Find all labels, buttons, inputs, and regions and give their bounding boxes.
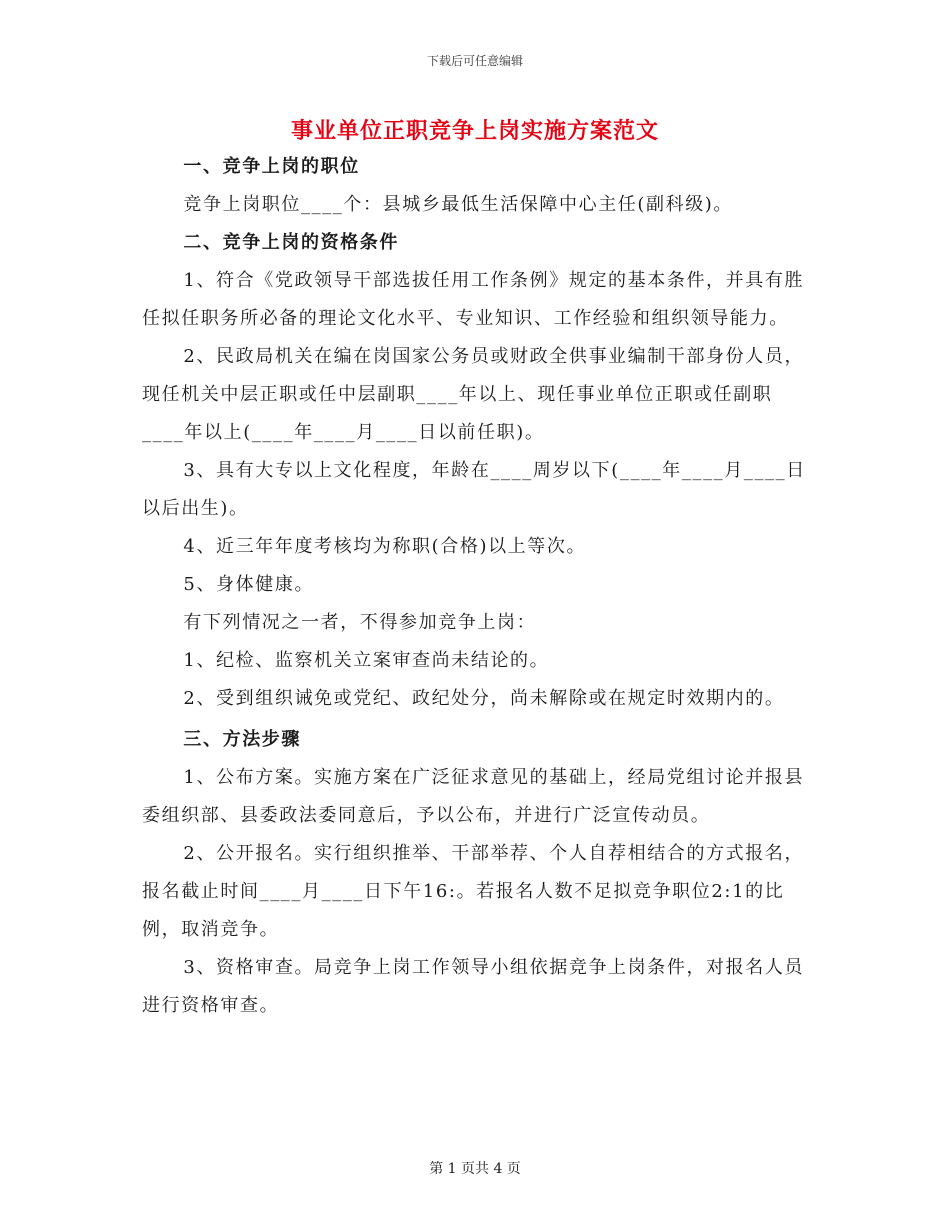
paragraph-exclusion-1: 1、纪检、监察机关立案审查尚未结论的。 [183, 650, 550, 671]
document-title: 事业单位正职竞争上岗实施方案范文 [290, 118, 659, 144]
paragraph-qualification-3: 3、具有大专以上文化程度，年龄在____周岁以下(____年____月____日以后出生)。 [142, 460, 806, 519]
paragraph-step-2: 2、公开报名。实行组织推举、干部举荐、个人自荐相结合的方式报名，报名截止时间____月____日下午16:。若报名人数不足拟竞争职位2:1的比例，取消竞争。 [142, 843, 805, 940]
document-body [142, 148, 810, 1025]
section-heading-qualifications: 二、竞争上岗的资格条件 [183, 232, 399, 253]
paragraph-exclusion-intro: 有下列情况之一者，不得参加竞争上岗： [183, 612, 537, 633]
section-heading-steps: 三、方法步骤 [183, 729, 301, 750]
paragraph-positions: 竞争上岗职位____个：县城乡最低生活保障中心主任(副科级)。 [183, 194, 734, 215]
section-heading-positions: 一、竞争上岗的职位 [183, 156, 360, 177]
paragraph-step-1: 1、公布方案。实施方案在广泛征求意见的基础上，经局党组讨论并报县委组织部、县委政法委同意后，予以公布，并进行广泛宣传动员。 [142, 767, 805, 826]
paragraph-exclusion-2: 2、受到组织诫免或党纪、政纪处分，尚未解除或在规定时效期内的。 [183, 688, 785, 709]
paragraph-qualification-2: 2、民政局机关在编在岗国家公务员或财政全供事业编制干部身份人员，现任机关中层正职或任中层副职____年以上、现任事业单位正职或任副职____年以上(____年____月____日以前任职)。 [142, 346, 805, 443]
paragraph-qualification-4: 4、近三年年度考核均为称职(合格)以上等次。 [183, 536, 587, 557]
paragraph-qualification-5: 5、身体健康。 [183, 574, 315, 595]
header-note: 下载后可任意编辑 [426, 54, 523, 68]
paragraph-qualification-1: 1、符合《党政领导干部选拔任用工作条例》规定的基本条件，并具有胜任拟任职务所必备的理论文化水平、专业知识、工作经验和组织领导能力。 [142, 270, 805, 329]
page-footer: 第 1 页共 4 页 [429, 1161, 521, 1177]
paragraph-step-3: 3、资格审查。局竞争上岗工作领导小组依据竞争上岗条件，对报名人员进行资格审查。 [142, 957, 805, 1016]
